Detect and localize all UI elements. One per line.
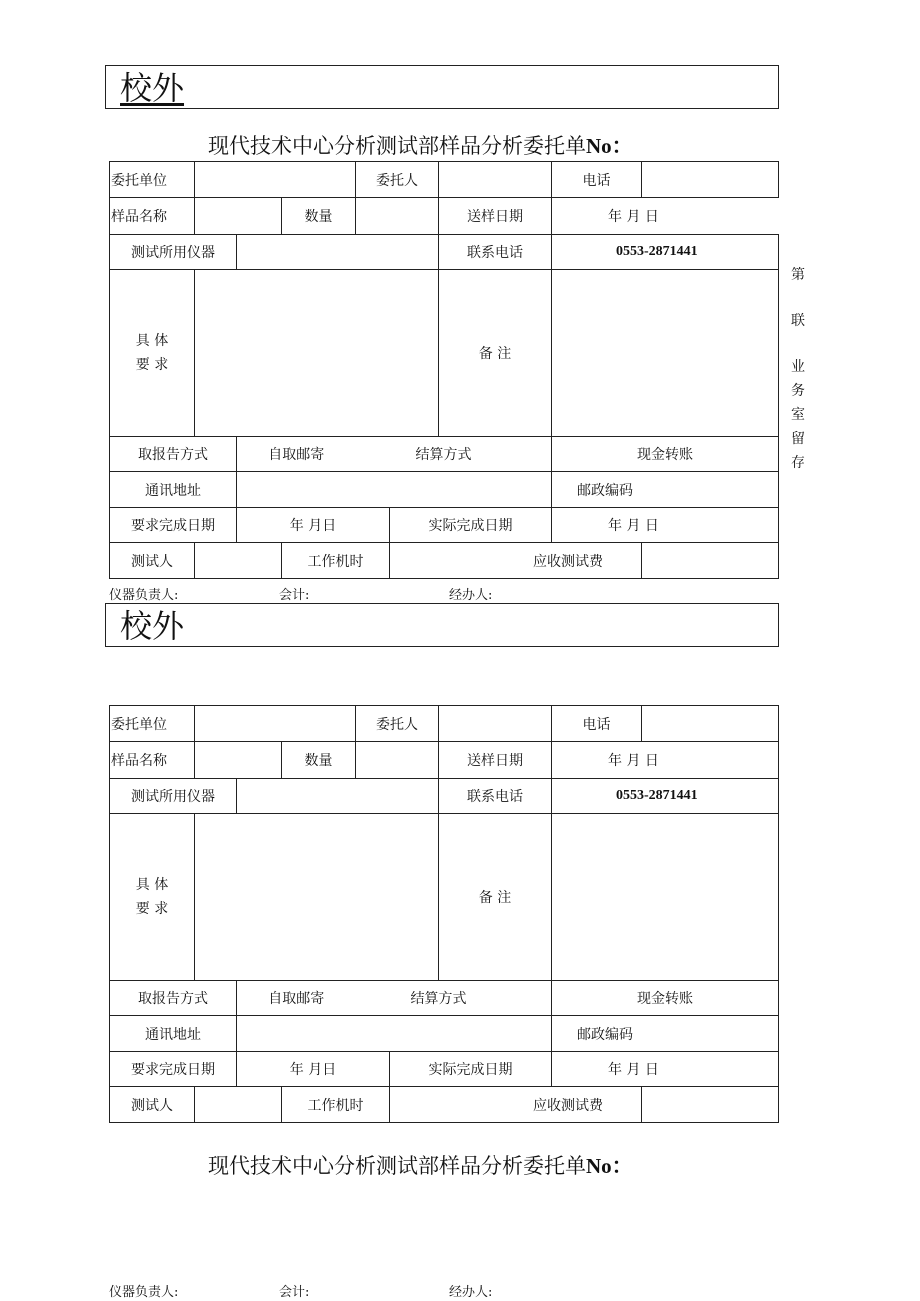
label-phone: 电话 xyxy=(552,162,642,198)
label-instrument: 测试所用仪器 xyxy=(110,779,237,814)
label-postcode: 邮政编码 xyxy=(552,1016,779,1052)
field-requirements[interactable] xyxy=(195,270,439,437)
label-payment-method: 结算方式 xyxy=(356,981,552,1016)
req-line-1: 具 体 xyxy=(135,877,169,893)
sign-instrument-head: 仪器负责人: xyxy=(109,1285,179,1300)
label-client: 委托人 xyxy=(356,706,439,742)
sign-accountant: 会计: xyxy=(279,1285,310,1300)
side-char-4: 务 xyxy=(791,383,805,399)
label-client: 委托人 xyxy=(356,162,439,198)
side-char-3: 业 xyxy=(791,359,805,375)
field-quantity[interactable] xyxy=(356,742,439,779)
label-required-date: 要求完成日期 xyxy=(110,508,237,543)
label-requirements xyxy=(110,270,195,437)
request-form-2 xyxy=(109,705,779,1123)
req-line-1: 具 体 xyxy=(135,333,169,349)
label-sample-name: 样品名称 xyxy=(110,198,195,235)
field-client-unit[interactable] xyxy=(195,706,356,742)
payment-method-value[interactable]: 现金转账 xyxy=(552,981,779,1016)
sign-handler: 经办人: xyxy=(449,588,493,603)
label-payment-method: 结算方式 xyxy=(356,437,552,472)
campus-tag-box-1 xyxy=(105,65,779,109)
label-quantity: 数量 xyxy=(282,742,356,779)
side-char-7: 存 xyxy=(791,455,805,471)
field-requirements[interactable] xyxy=(195,814,439,981)
field-required-date[interactable]: 年 月日 xyxy=(237,1052,390,1087)
field-delivery-date[interactable]: 年 月 日 xyxy=(552,742,779,779)
field-actual-date[interactable]: 年 月 日 xyxy=(552,508,779,543)
form-title-text: 现代技术中心分析测试部样品分析委托单 xyxy=(208,1154,586,1178)
label-work-hours: 工作机时 xyxy=(282,543,390,579)
sign-instrument-head: 仪器负责人: xyxy=(109,588,179,603)
form-title-text: 现代技术中心分析测试部样品分析委托单 xyxy=(208,134,586,158)
label-actual-date: 实际完成日期 xyxy=(390,508,552,543)
campus-tag-box-2 xyxy=(105,603,779,647)
contact-phone-value: 0553-2871441 xyxy=(552,235,779,270)
side-char-2: 联 xyxy=(791,313,805,329)
form-title-no: No： xyxy=(586,1154,633,1178)
label-work-hours: 工作机时 xyxy=(282,1087,390,1123)
sign-accountant: 会计: xyxy=(279,588,310,603)
label-sample-name: 样品名称 xyxy=(110,742,195,779)
field-fee[interactable] xyxy=(642,543,779,579)
label-tester: 测试人 xyxy=(110,543,195,579)
field-actual-date[interactable]: 年 月 日 xyxy=(552,1052,779,1087)
side-char-5: 室 xyxy=(791,407,805,423)
label-address: 通讯地址 xyxy=(110,472,237,508)
field-client[interactable] xyxy=(439,706,552,742)
request-form-1 xyxy=(109,161,779,579)
label-client-unit: 委托单位 xyxy=(110,162,195,198)
label-actual-date: 实际完成日期 xyxy=(390,1052,552,1087)
label-tester: 测试人 xyxy=(110,1087,195,1123)
label-client-unit: 委托单位 xyxy=(110,706,195,742)
label-fee: 应收测试费 xyxy=(390,1087,642,1123)
label-quantity: 数量 xyxy=(282,198,356,235)
form-title-2 xyxy=(208,1153,633,1179)
field-phone[interactable] xyxy=(642,706,779,742)
field-instrument[interactable] xyxy=(237,779,439,814)
field-delivery-date[interactable]: 年 月 日 xyxy=(552,198,779,235)
field-client-unit[interactable] xyxy=(195,162,356,198)
field-address[interactable] xyxy=(237,472,552,508)
campus-tag: 校外 xyxy=(120,69,185,107)
label-report-method: 取报告方式 xyxy=(110,437,237,472)
sign-handler: 经办人: xyxy=(449,1285,493,1300)
label-address: 通讯地址 xyxy=(110,1016,237,1052)
req-line-2: 要 求 xyxy=(135,901,169,917)
label-required-date: 要求完成日期 xyxy=(110,1052,237,1087)
label-requirements xyxy=(110,814,195,981)
label-remarks: 备 注 xyxy=(439,270,552,437)
field-remarks[interactable] xyxy=(552,270,779,437)
label-phone: 电话 xyxy=(552,706,642,742)
side-char-1: 第 xyxy=(791,267,805,283)
field-sample-name[interactable] xyxy=(195,198,282,235)
label-fee: 应收测试费 xyxy=(390,543,642,579)
report-method-value[interactable]: 自取邮寄 xyxy=(237,981,356,1016)
field-phone[interactable] xyxy=(642,162,779,198)
field-remarks[interactable] xyxy=(552,814,779,981)
contact-phone-value: 0553-2871441 xyxy=(552,779,779,814)
field-sample-name[interactable] xyxy=(195,742,282,779)
label-contact-phone: 联系电话 xyxy=(439,779,552,814)
side-char-6: 留 xyxy=(791,431,805,447)
label-instrument: 测试所用仪器 xyxy=(110,235,237,270)
field-instrument[interactable] xyxy=(237,235,439,270)
label-delivery-date: 送样日期 xyxy=(439,742,552,779)
campus-tag: 校外 xyxy=(120,607,185,645)
field-client[interactable] xyxy=(439,162,552,198)
label-remarks: 备 注 xyxy=(439,814,552,981)
form-title-1 xyxy=(208,133,633,159)
field-tester[interactable] xyxy=(195,1087,282,1123)
label-contact-phone: 联系电话 xyxy=(439,235,552,270)
report-method-value[interactable]: 自取邮寄 xyxy=(237,437,356,472)
req-line-2: 要 求 xyxy=(135,357,169,373)
field-address[interactable] xyxy=(237,1016,552,1052)
side-note xyxy=(790,263,806,475)
field-quantity[interactable] xyxy=(356,198,439,235)
form-title-no: No： xyxy=(586,134,633,158)
label-report-method: 取报告方式 xyxy=(110,981,237,1016)
field-fee[interactable] xyxy=(642,1087,779,1123)
label-postcode: 邮政编码 xyxy=(552,472,779,508)
field-tester[interactable] xyxy=(195,543,282,579)
field-required-date[interactable]: 年 月日 xyxy=(237,508,390,543)
payment-method-value[interactable]: 现金转账 xyxy=(552,437,779,472)
label-delivery-date: 送样日期 xyxy=(439,198,552,235)
